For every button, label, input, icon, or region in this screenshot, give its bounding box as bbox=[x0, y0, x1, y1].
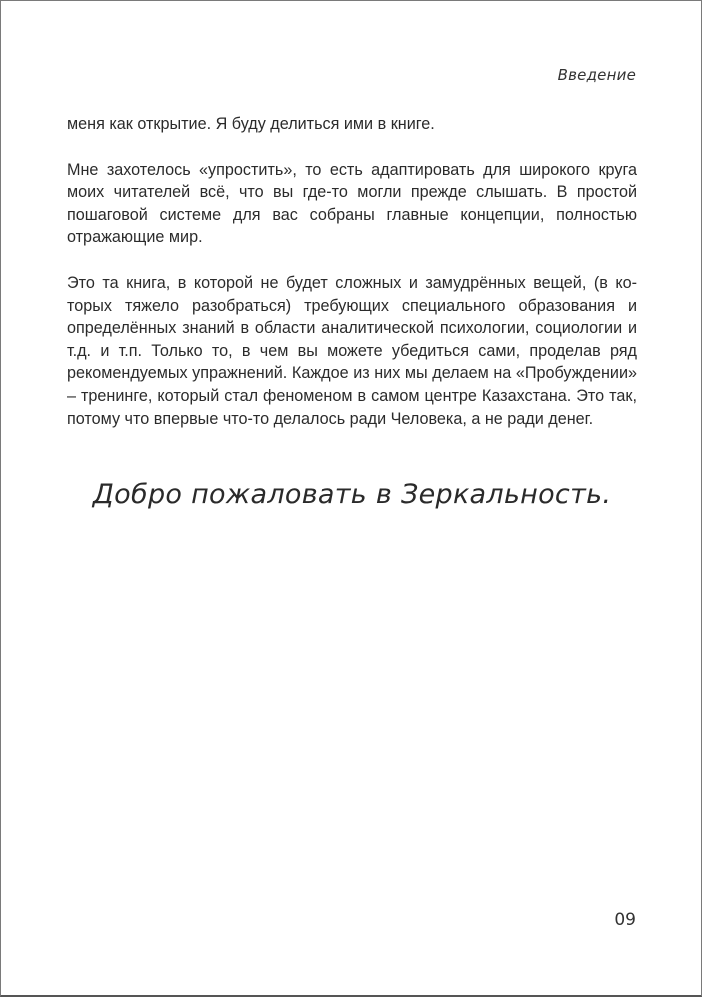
welcome-heading: Добро пожаловать в Зеркальность. bbox=[92, 479, 612, 510]
running-header: Введение bbox=[557, 66, 636, 84]
paragraph-1: меня как открытие. Я буду делиться ими в книге. bbox=[67, 115, 435, 133]
body-text bbox=[67, 113, 637, 453]
paragraph-3: Это та книга, в которой не будет сложных и замудрённых вещей, (в которых тяжело разобраться) требующих специального образования и определённых знаний в области аналитической психологии, социологии и т.д. и т.п. Только то, в чем вы можете убедиться сами, проделав ряд рекомендуемых упражнений. Каждое из них мы делаем на «Пробуждении» – тренинге, который стал феноменом в самом центре Казахстана. Это так, потому что впервые что-то делалось ради Человека, а не ради денег. bbox=[67, 273, 637, 428]
page-number: 09 bbox=[614, 910, 636, 930]
paragraph-2: Мне захотелось «упростить», то есть адаптировать для широкого круга моих читателей всё, что вы где-то могли прежде слышать. В простой пошаговой системе для вас собраны главные концепции, полностью отражающие мир. bbox=[67, 160, 637, 247]
